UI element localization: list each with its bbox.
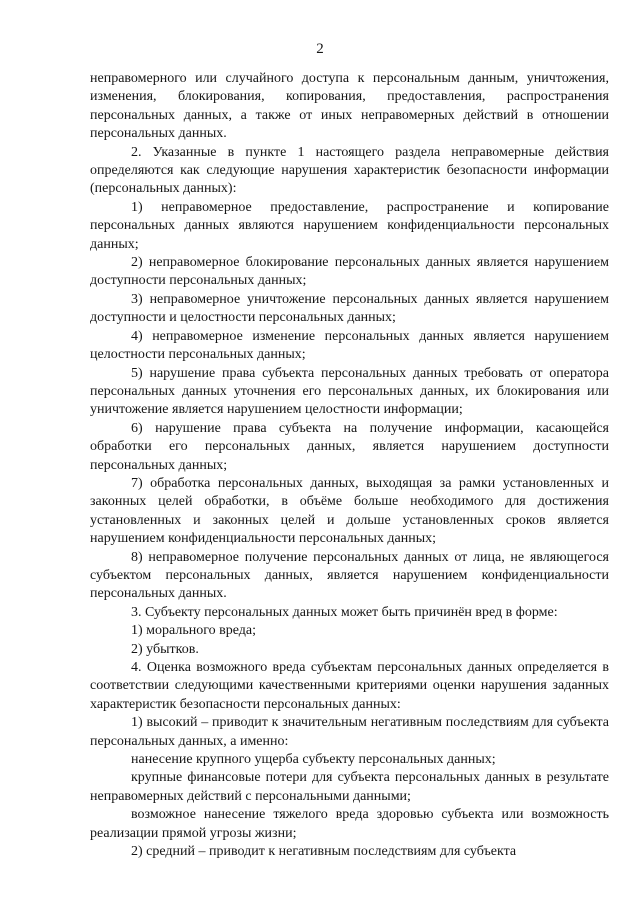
paragraph-harm-losses: 2) убытков. <box>131 641 199 657</box>
paragraph-item-3: 3. Субъекту персональных данных может быть причинён вред в форме: <box>131 604 558 620</box>
paragraph-subitem-7: 7) обработка персональных данных, выходящая за рамки установленных и законных целей обработки, в объёме больше необходимого для достижения установленных и законных целей и дольше установленных сроков является нарушением конфиденциальности персональных данных; <box>90 475 609 547</box>
paragraph-subitem-4: 4) неправомерное изменение персональных данных является нарушением целостности персональных данных; <box>90 328 609 363</box>
paragraph-high-detail-3: возможное нанесение тяжелого вреда здоровью субъекта или возможность реализации прямой угрозы жизни; <box>90 807 609 841</box>
paragraph-high-detail-1: нанесение крупного ущерба субъекту персональных данных; <box>131 752 496 768</box>
document-body <box>90 70 609 861</box>
paragraph-continuation: неправомерного или случайного доступа к персональным данным, уничтожения, изменения, блокирования, копирования, предоставления, распространения персональных данных, а также от иных неправомерных действий в отношении персональных данных. <box>90 71 609 142</box>
page-number: 2 <box>316 41 324 57</box>
paragraph-subitem-8: 8) неправомерное получение персональных данных от лица, не являющегося субъектом персональных данных, является нарушением конфиденциальности персональных данных. <box>90 549 609 602</box>
paragraph-harm-moral: 1) морального вреда; <box>131 623 256 639</box>
paragraph-item-4: 4. Оценка возможного вреда субъектам персональных данных определяется в соответствии следующими качественными критериями оценки нарушения заданных характеристик безопасности персональных данных: <box>90 660 609 712</box>
paragraph-subitem-5: 5) нарушение права субъекта персональных данных требовать от оператора персональных данных уточнения его персональных данных, их блокирования или уничтожение является нарушением целостности информации; <box>90 365 609 418</box>
paragraph-subitem-6: 6) нарушение права субъекта на получение информации, касающейся обработки его персональных данных, является нарушением доступности персональных данных; <box>90 420 609 473</box>
paragraph-item-2: 2. Указанные в пункте 1 настоящего раздела неправомерные действия определяются как следующие нарушения характеристик безопасности информации (персональных данных): <box>90 144 609 197</box>
paragraph-subitem-3: 3) неправомерное уничтожение персональных данных является нарушением доступности и целостности персональных данных; <box>90 291 609 326</box>
paragraph-level-medium: 2) средний – приводит к негативным последствиям для субъекта <box>131 844 517 860</box>
paragraph-subitem-1: 1) неправомерное предоставление, распространение и копирование персональных данных являются нарушением конфиденциальности персональных данных; <box>90 199 609 252</box>
paragraph-subitem-2: 2) неправомерное блокирование персональных данных является нарушением доступности персональных данных; <box>90 255 609 289</box>
paragraph-level-high: 1) высокий – приводит к значительным негативным последствиям для субъекта персональных данных, а именно: <box>90 715 609 749</box>
paragraph-high-detail-2: крупные финансовые потери для субъекта персональных данных в результате неправомерных действий с персональными данными; <box>90 770 609 804</box>
